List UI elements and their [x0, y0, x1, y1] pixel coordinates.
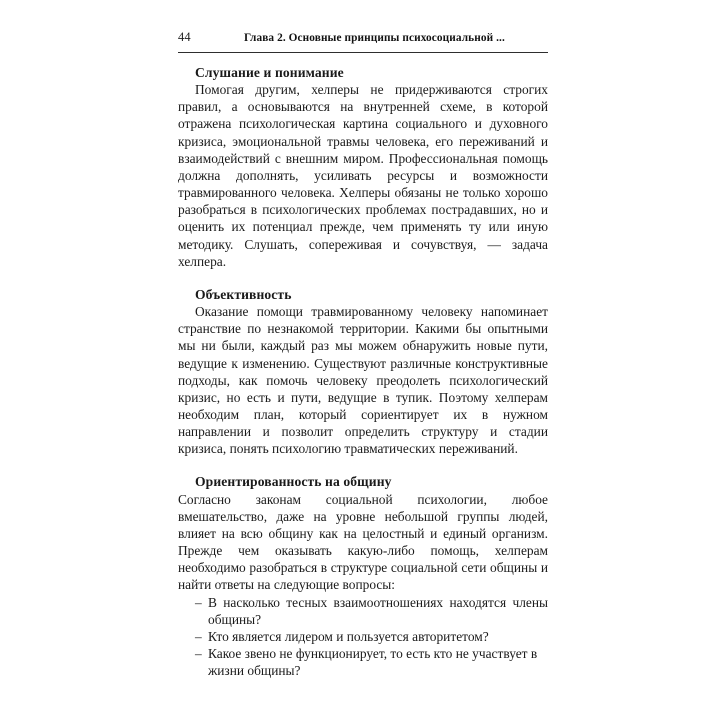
paragraph-objectivity: Оказание помощи травмированному человеку напоминает странствие по незнакомой территории. Какими бы опытными мы ни были, каждый раз мы можем обнаружить новые пути, ведущие к изменению. Существуют различные конструктивные подходы, как помочь человеку преодолеть психологический кризис, но есть и пути, ведущие в тупик. Поэтому хелперам необходим план, который сориентирует их в нужном направлении и позволит определить структуру и стадии кризиса, понять психологию травматических переживаний. — [178, 304, 548, 457]
header-rule — [178, 52, 548, 53]
section-heading-listening: Слушание и понимание — [195, 65, 344, 80]
paragraph-community: Согласно законам социальной психологии, любое вмешательство, даже на уровне небольшой группы людей, влияет на всю общину как на целостный и единый организм. Прежде чем оказывать какую-либо помощь, хелперам необходимо разобраться в структуре социальной сети общины и найти ответы на следующие вопросы: — [178, 491, 548, 593]
text-block — [178, 30, 548, 679]
paragraph-listening: Помогая другим, хелперы не придерживаются строгих правил, а основываются на внутренней схеме, в которой отражена психологическая картина социального и духовного кризиса, эмоциональной травмы человека, его переживаний и взаимодействий с внешним миром. Профессиональная помощь должна дополнять, усиливать ресурсы и возможности травмированного человека. Хелперы обязаны не только хорошо разобраться в психологических проблемах пострадавших, но и оценить их потенциал прежде, чем применять ту или иную методику. Слушать, сопереживая и сочувствуя, — задача хелпера. — [178, 82, 548, 269]
page-number: 44 — [178, 30, 191, 44]
dash-marker: – — [195, 594, 202, 610]
dash-marker: – — [195, 628, 202, 644]
list-item-text: Кто является лидером и пользуется авторитетом? — [208, 628, 489, 644]
running-head — [178, 30, 548, 48]
section-heading-objectivity: Объективность — [195, 286, 292, 302]
list-item — [178, 628, 548, 645]
list-item — [178, 594, 548, 628]
dash-marker: – — [195, 646, 202, 661]
question-list — [178, 594, 548, 680]
list-item — [178, 645, 548, 679]
list-item-text: Какое звено не функционирует, то есть кто не участвует в жизни общины? — [208, 646, 538, 679]
section-heading-community: Ориентированность на общину — [195, 474, 392, 490]
body-copy — [178, 64, 548, 679]
chapter-title: Глава 2. Основные принципы психосоциальной ... — [244, 32, 505, 44]
list-item-text: В насколько тесных взаимоотношениях находятся члены общины? — [208, 594, 548, 627]
